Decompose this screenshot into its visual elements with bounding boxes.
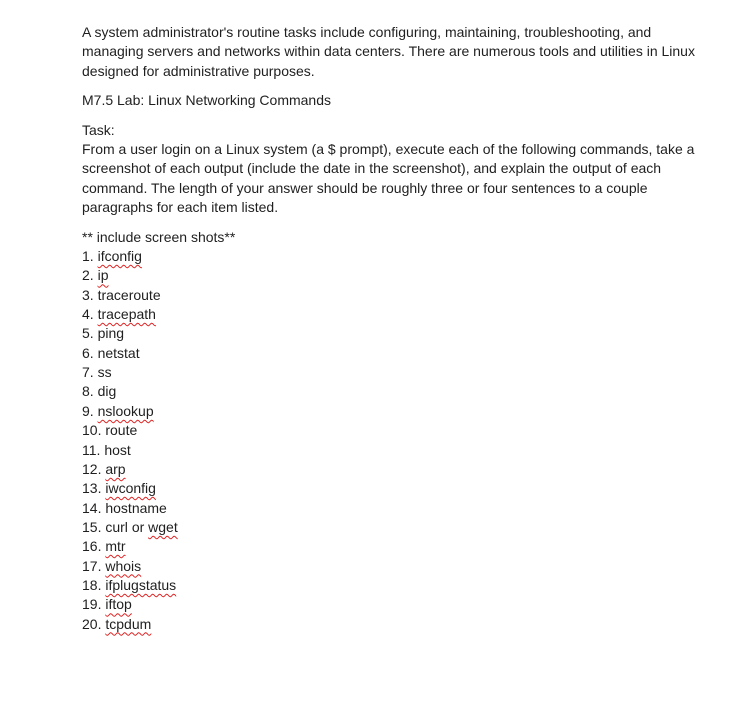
list-item: 5. ping [82, 325, 125, 342]
list-item: 12. arp [82, 460, 126, 477]
command-name: traceroute [97, 286, 161, 303]
command-name: tcpdum [105, 615, 152, 632]
command-name: ss [97, 364, 112, 381]
list-item: 16. mtr [82, 538, 126, 555]
list-item: 14. hostname [82, 499, 167, 516]
command-name: iftop [105, 596, 132, 613]
list-item: 19. iftop [82, 596, 132, 613]
command-list [82, 247, 707, 634]
document-page [82, 23, 707, 634]
task-label: Task: [82, 121, 115, 138]
list-item: 10. route [82, 422, 138, 439]
list-item: 9. nslookup [82, 402, 154, 419]
command-name: whois [105, 557, 142, 574]
command-name: route [105, 422, 138, 439]
list-item: 3. traceroute [82, 286, 161, 303]
list-item: 18. ifplugstatus [82, 576, 177, 593]
command-name: ping [97, 325, 125, 342]
command-name: iwconfig [105, 480, 156, 497]
lab-title: M7.5 Lab: Linux Networking Commands [82, 92, 332, 109]
list-item: 15. curl or wget [82, 518, 178, 535]
command-name: ifconfig [97, 248, 142, 265]
command-name: ifplugstatus [105, 576, 177, 593]
command-name: curl [105, 518, 128, 535]
list-item: 8. dig [82, 383, 117, 400]
screenshot-note: ** include screen shots** [82, 228, 236, 245]
command-name: netstat [97, 344, 140, 361]
list-item: 6. netstat [82, 344, 140, 361]
command-joiner: or [131, 518, 145, 535]
command-name: ip [97, 267, 109, 284]
list-item: 7. ss [82, 364, 112, 381]
list-item: 11. host [82, 441, 131, 458]
list-item: 1. ifconfig [82, 248, 142, 265]
command-name: nslookup [97, 402, 154, 419]
command-name: tracepath [97, 306, 156, 323]
list-item: 2. ip [82, 267, 109, 284]
command-name: dig [97, 383, 117, 400]
list-item: 17. whois [82, 557, 142, 574]
command-name: host [104, 441, 131, 458]
list-item: 20. tcpdum [82, 615, 152, 632]
task-body: From a user login on a Linux system (a $ prompt), execute each of the following commands, take a screenshot of each output (include the date in the screenshot), and explain the output of each command. The length of your answer should be roughly three or four sentences to a couple paragraphs for each item listed. [82, 141, 695, 216]
command-name: wget [148, 518, 178, 535]
command-name: mtr [105, 538, 126, 555]
command-name: hostname [105, 499, 167, 516]
list-item: 13. iwconfig [82, 480, 156, 497]
list-item: 4. tracepath [82, 306, 156, 323]
command-name: arp [105, 460, 126, 477]
task-block [82, 121, 707, 218]
intro-paragraph: A system administrator's routine tasks include configuring, maintaining, troubleshooting, and managing servers and networks within data centers. There are numerous tools and utilities in Linux designed for administrative purposes. [82, 24, 695, 79]
